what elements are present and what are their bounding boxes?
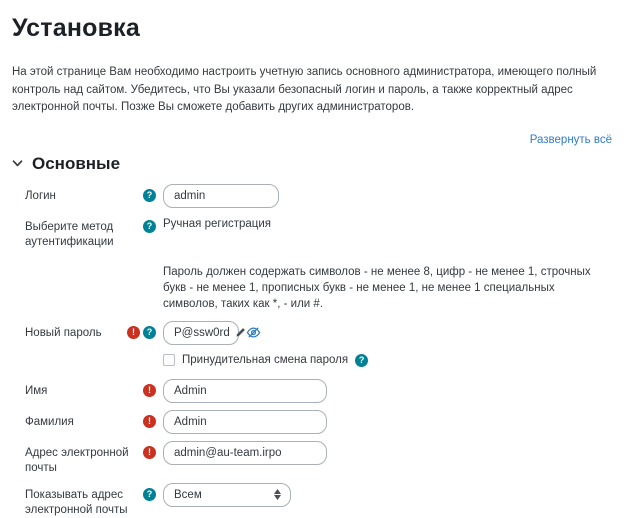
auth-method-label: Выберите метод аутентификации bbox=[25, 220, 114, 248]
login-icons bbox=[131, 184, 163, 202]
login-label: Логин bbox=[25, 189, 56, 202]
form-row-email-visibility bbox=[12, 483, 612, 518]
form-row-password-hint bbox=[12, 264, 612, 312]
expand-all-link[interactable]: Развернуть всё bbox=[529, 133, 612, 146]
force-password-change-checkbox[interactable] bbox=[163, 354, 175, 366]
admin-account-form bbox=[12, 184, 612, 518]
email-label: Адрес электронной почты bbox=[25, 446, 129, 474]
form-row-auth-method bbox=[12, 215, 612, 250]
help-icon[interactable]: ? bbox=[143, 189, 156, 202]
select-updown-icon bbox=[274, 489, 281, 500]
help-icon[interactable]: ? bbox=[143, 220, 156, 233]
email-input[interactable] bbox=[163, 441, 327, 465]
form-row-email bbox=[12, 441, 612, 476]
required-icon[interactable]: ! bbox=[143, 415, 156, 428]
intro-text: На этой странице Вам необходимо настроить учетную запись основного администратора, имеющего полный контроль над сайтом. Убедитесь, что Вы указали безопасный логин и пароль, а также корректный адрес электронной почты. Позже Вы сможете добавить других администраторов. bbox=[12, 66, 597, 113]
chevron-down-icon bbox=[12, 158, 23, 169]
required-icon[interactable]: ! bbox=[143, 384, 156, 397]
auth-method-value: Ручная регистрация bbox=[163, 217, 272, 230]
password-policy-hint: Пароль должен содержать символов - не менее 8, цифр - не менее 1, строчных букв - не менее 1, прописных букв - не менее 1, не менее 1 специальных символов, таких как *, - или #. bbox=[163, 265, 591, 310]
email-visibility-icons bbox=[131, 483, 163, 501]
expand-all-row bbox=[12, 130, 612, 148]
force-password-change-label[interactable]: Принудительная смена пароля bbox=[182, 354, 349, 366]
lastname-input[interactable] bbox=[163, 410, 327, 434]
firstname-icons bbox=[131, 379, 163, 397]
email-visibility-selected: Всем bbox=[174, 488, 202, 501]
section-header-general[interactable] bbox=[12, 154, 612, 174]
pencil-icon bbox=[235, 327, 246, 338]
form-row-new-password bbox=[12, 321, 612, 345]
help-icon[interactable]: ? bbox=[143, 326, 156, 339]
lastname-label: Фамилия bbox=[25, 415, 74, 428]
new-password-icons bbox=[131, 321, 163, 339]
email-icons bbox=[131, 441, 163, 459]
help-icon[interactable]: ? bbox=[355, 354, 368, 367]
email-visibility-label: Показывать адрес электронной почты bbox=[25, 488, 128, 516]
required-icon[interactable]: ! bbox=[127, 326, 140, 339]
help-icon[interactable]: ? bbox=[143, 488, 156, 501]
form-row-login bbox=[12, 184, 612, 208]
required-icon[interactable]: ! bbox=[143, 446, 156, 459]
firstname-label: Имя bbox=[25, 384, 48, 397]
new-password-label: Новый пароль bbox=[25, 326, 102, 339]
eye-icon[interactable] bbox=[246, 325, 261, 340]
form-row-firstname bbox=[12, 379, 612, 403]
lastname-icons bbox=[131, 410, 163, 428]
section-title: Основные bbox=[32, 153, 121, 173]
auth-method-icons bbox=[131, 215, 163, 233]
form-row-lastname bbox=[12, 410, 612, 434]
login-input[interactable] bbox=[163, 184, 279, 208]
form-row-force-change bbox=[12, 352, 612, 367]
new-password-input[interactable] bbox=[163, 321, 239, 345]
new-password-value: P@ssw0rd bbox=[174, 326, 230, 339]
firstname-input[interactable] bbox=[163, 379, 327, 403]
page-title: Установка bbox=[12, 14, 140, 42]
email-visibility-select[interactable] bbox=[163, 483, 291, 507]
